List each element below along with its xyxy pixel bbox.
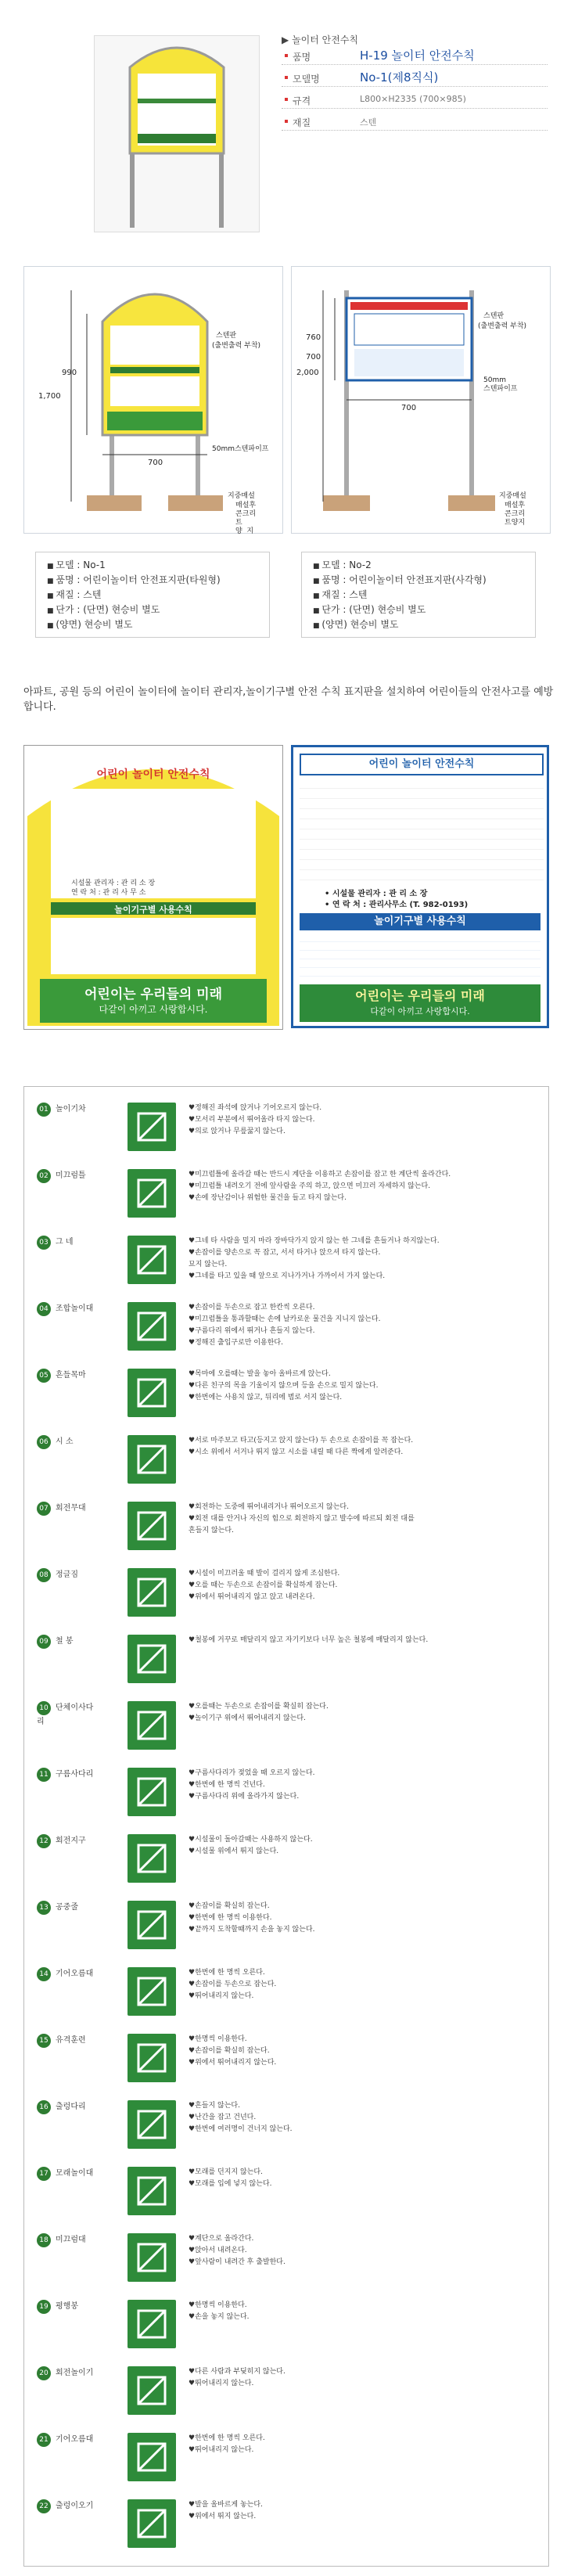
rule-label <box>37 1701 95 1726</box>
dim-height-mid: 760 <box>306 333 321 342</box>
rule-label <box>37 1568 95 1582</box>
rule-number: 17 <box>37 2167 51 2181</box>
rule-text: ♥그네 타 사람을 밀지 마라 장바닥가지 앉지 않는 한 그네를 흔들거나 하지않는다. ♥손잡이를 양손으로 꼭 잡고, 서서 타거나 앉으셔 타지 않는다. 묘지 않는다. ♥그네를 타고 있을 때 앞으로 지나가거나 가까이서 가지 않는다. <box>189 1237 440 1280</box>
rule-text: ♥오를때는 두손으로 손잡이를 확실히 잡는다. ♥놀이기구 위에서 뛰어내리지 않는다. <box>189 1703 329 1722</box>
rule-number: 18 <box>37 2233 51 2247</box>
dim-height-outer: 2,000 <box>296 369 319 377</box>
equipment-icon <box>127 1302 176 1351</box>
rule-text: ♥미끄럼틀에 올라갈 때는 반드시 계단을 이용하고 손잡이를 잡고 한 계단씩 올라간다. ♥미끄럼틀 내려오기 전에 앞사람을 주의 하고, 앉으면 미끄러 자세하지 않는다. ♥손에 장난감이나 위험한 물건을 들고 타지 않는다. <box>189 1171 451 1202</box>
rule-name: 시 소 <box>56 1437 74 1446</box>
rule-number: 02 <box>37 1169 51 1183</box>
callout-plate: 스텐판 <box>216 332 237 340</box>
intro-text: 아파트, 공원 등의 어린이 놀이터에 놀이터 관리자,놀이기구별 안전 수칙 표지판을 설치하여 어린이들의 안전사고를 예방합니다. <box>23 686 554 713</box>
equipment-icon <box>127 2366 176 2415</box>
callout-plate: 스텐판 <box>483 312 505 320</box>
rule-text: ♥한명씩 이용한다. ♥손을 놓지 않는다. <box>189 2301 250 2321</box>
rule-number: 01 <box>37 1103 51 1117</box>
arrow-icon: ▶ <box>282 34 289 45</box>
rule-label <box>37 1435 95 1449</box>
equipment-icon <box>127 1967 176 2016</box>
rule-text: ♥회전하는 도중에 뛰어내리거나 뛰어오르지 않는다. ♥회전 대를 안거나 자신의 힘으로 회전하지 않고 발수에 따르되 회전 대를 흔들지 않는다. <box>189 1503 415 1534</box>
equipment-icon <box>127 2300 176 2348</box>
rule-text: ♥한번에 한 명씩 오른다. ♥손잡이를 두손으로 잡는다. ♥뛰어내리지 않는다. <box>189 1969 277 2000</box>
rule-text: ♥한명씩 이용한다. ♥손잡이를 확실히 잡는다. ♥위에서 뛰어내리지 않는다. <box>189 2035 277 2067</box>
dim-width: 700 <box>401 404 417 412</box>
sign-preview-rect <box>291 745 549 1028</box>
sign-motto-sub: 다같이 아끼고 사랑합시다. <box>370 1006 470 1016</box>
equipment-icon <box>127 1169 176 1218</box>
rule-name: 놀이기차 <box>56 1105 86 1114</box>
equipment-icon <box>127 2034 176 2082</box>
sign-motto: 어린이는 우리들의 미래 <box>84 987 223 1002</box>
rule-number: 16 <box>37 2100 51 2114</box>
rule-number: 08 <box>37 1568 51 1582</box>
sign-contact: 연 락 처 : 관 리 사 무 소 <box>71 889 146 897</box>
sign-title: 어린이 놀이터 안전수칙 <box>96 768 210 781</box>
rule-label <box>37 2100 95 2114</box>
rule-number: 03 <box>37 1236 51 1250</box>
equipment-icon <box>127 2167 176 2215</box>
rule-number: 06 <box>37 1435 51 1449</box>
spec-row-name: 품명 H-19 놀이터 안전수칙 <box>282 47 548 65</box>
rule-number: 13 <box>37 1901 51 1915</box>
sign-manager: • 시설물 관리자 : 관 리 소 장 <box>325 890 428 898</box>
rule-label <box>37 1502 95 1516</box>
dim-height-inner: 990 <box>62 369 77 377</box>
spec-box-no1: ■ 모델 : No-1 ■ 품명 : 어린이놀이터 안전표지판(타원형) ■ 재질 : 스텐 ■ 단가 : (단면) 현승비 별도 ■ (양면) 현승비 별도 <box>35 552 270 638</box>
rule-name: 출렁이오기 <box>56 2502 94 2510</box>
callout-base: 매설후 콘크리 트양지 <box>505 502 526 527</box>
sign-rules-block <box>300 779 544 880</box>
rule-name: 정글짐 <box>56 1570 78 1579</box>
callout-pipe: 50mm 스텐파이프 <box>483 376 518 393</box>
rule-number: 04 <box>37 1302 51 1316</box>
rule-text: ♥흔들지 않는다. ♥난간을 잡고 건넌다. ♥한번에 여러명이 건너지 않는다. <box>189 2102 293 2133</box>
rule-name: 평행봉 <box>56 2302 78 2311</box>
spec-row-size: 규격 L800×H2335 (700×985) <box>282 91 548 109</box>
rule-name: 모래놀이대 <box>56 2169 94 2178</box>
rule-label <box>37 2366 95 2380</box>
rule-name: 기어오름대 <box>56 2435 94 2444</box>
rule-label <box>37 1236 95 1250</box>
equipment-icon <box>127 1635 176 1683</box>
rule-text: ♥서로 마주보고 타고(등지고 앉지 않는다) 두 손으로 손잡이를 꼭 잡는다. ♥시소 위에서 서거나 뛰지 않고 시소를 내릴 때 다른 짝에게 알려준다. <box>189 1437 414 1456</box>
callout-plate-sub: (출변출력 부착) <box>478 322 527 330</box>
spec-row-model: 모델명 No-1(제8직식) <box>282 69 548 87</box>
rule-label <box>37 2499 95 2513</box>
rule-label <box>37 1768 95 1782</box>
rule-number: 20 <box>37 2366 51 2380</box>
rule-number: 12 <box>37 1834 51 1848</box>
sign-motto: 어린이는 우리들의 미래 <box>355 988 485 1003</box>
rule-number: 14 <box>37 1967 51 1981</box>
equipment-icon <box>127 1568 176 1617</box>
rule-label <box>37 1169 95 1183</box>
equipment-icon <box>127 1502 176 1550</box>
drawing-oval <box>23 266 283 534</box>
rule-number: 15 <box>37 2034 51 2048</box>
rule-name: 단체이사다리 <box>37 1704 94 1726</box>
rule-label <box>37 2034 95 2048</box>
rule-text: ♥시설물이 돌아갈때는 사용하지 않는다. ♥시설물 위에서 뛰지 않는다. <box>189 1836 313 1855</box>
sign-motto-sub: 다같이 아끼고 사랑합시다. <box>99 1004 208 1015</box>
rule-text: ♥손잡이를 확실히 잡는다. ♥한번에 한 명씩 이용한다. ♥끝까지 도착할때까지 손을 놓지 않는다. <box>189 1902 315 1934</box>
rule-name: 흔들목마 <box>56 1371 86 1380</box>
drawing-rect <box>291 266 551 534</box>
rule-number: 21 <box>37 2433 51 2447</box>
rule-name: 기어오름대 <box>56 1970 94 1978</box>
rule-label <box>37 1302 95 1316</box>
rule-label <box>37 2433 95 2447</box>
rule-text: ♥정해진 좌석에 앉거나 기어오르지 않는다. ♥모서리 부분에서 뛰어올라 타지 않는다. ♥의로 앉거나 무릎꿇지 않는다. <box>189 1104 322 1135</box>
rule-text: ♥시설이 미끄러울 때 발이 걸리지 않게 조심한다. ♥오를 때는 두손으로 손잡이를 확실하게 잡는다. ♥위에서 뛰어내리지 않고 앉고 내려온다. <box>189 1570 340 1601</box>
callout-pipe: 50mm스텐파이프 <box>212 445 269 453</box>
rule-name: 회전지구 <box>56 1837 86 1845</box>
rule-label <box>37 1834 95 1848</box>
rule-number: 11 <box>37 1768 51 1782</box>
spec-row-material: 재질 스텐 <box>282 113 548 131</box>
rule-name: 유격훈련 <box>56 2036 86 2045</box>
equipment-icon <box>127 1435 176 1484</box>
rule-label <box>37 1967 95 1981</box>
equipment-icon <box>127 1834 176 1883</box>
rules-list <box>23 1086 549 2567</box>
equipment-icon <box>127 1701 176 1750</box>
rule-number: 05 <box>37 1369 51 1383</box>
sign-manager: 시설물 관리자 : 관 리 소 장 <box>71 880 156 887</box>
sign-equipment-block <box>300 934 540 980</box>
rule-label <box>37 2167 95 2181</box>
rule-name: 미끄럼대 <box>56 2236 86 2244</box>
equipment-icon <box>127 2233 176 2282</box>
rule-name: 조합놀이대 <box>56 1304 94 1313</box>
rule-name: 구름사다리 <box>56 1770 94 1779</box>
rule-text: ♥다른 사람과 부딪히지 않는다. ♥뛰어내리지 않는다. <box>189 2368 286 2387</box>
rule-number: 19 <box>37 2300 51 2314</box>
rule-number: 10 <box>37 1701 51 1715</box>
rule-number: 09 <box>37 1635 51 1649</box>
rule-name: 회전놀이기 <box>56 2369 94 2377</box>
equipment-icon <box>127 1103 176 1151</box>
callout-ground: 지중매설 <box>499 492 526 500</box>
callout-plate-sub: (출변출력 부착) <box>212 342 261 350</box>
spec-box-no2: ■ 모델 : No-2 ■ 품명 : 어린이놀이터 안전표지판(사각형) ■ 재질 : 스텐 ■ 단가 : (단면) 현승비 별도 ■ (양면) 현승비 별도 <box>301 552 536 638</box>
rule-text: ♥한번에 한 명씩 오른다. ♥뛰어내리지 않는다. <box>189 2434 265 2454</box>
rule-name: 출렁다리 <box>56 2103 86 2111</box>
rule-name: 공중줄 <box>56 1903 78 1912</box>
product-photo <box>94 35 260 232</box>
sign-contact: • 연 락 처 : 관리사무소 (T. 982-0193) <box>325 901 469 909</box>
rule-name: 철 봉 <box>56 1637 74 1646</box>
rule-name: 미끄럼틀 <box>56 1171 86 1180</box>
equipment-icon <box>127 2100 176 2149</box>
sign-preview-oval <box>23 745 283 1030</box>
rule-text: ♥발을 올바르게 놓는다. ♥위에서 뛰지 않는다. <box>189 2501 263 2520</box>
rule-label <box>37 2300 95 2314</box>
dim-width: 700 <box>148 459 163 467</box>
rule-label <box>37 1635 95 1649</box>
product-title: ▶ 놀이터 안전수칙 <box>282 34 359 45</box>
rule-name: 그 네 <box>56 1238 74 1247</box>
rule-text: ♥모래를 던지지 않는다. ♥모래를 입에 넣지 않는다. <box>189 2168 272 2188</box>
dim-height-inner: 700 <box>306 353 321 362</box>
equipment-icon <box>127 1369 176 1417</box>
rule-text: ♥철봉에 거꾸로 매달리지 않고 자기키보다 너무 높은 철봉에 매달리지 않는다. <box>189 1636 429 1644</box>
rule-text: ♥계단으로 올라간다. ♥앉아서 내려온다. ♥앞사람이 내려간 후 출발한다. <box>189 2235 286 2266</box>
rule-text: ♥목마에 오를때는 발을 놓아 올바르게 앉는다. ♥다른 친구의 목을 기울이지 않으며 등을 손으로 밀지 않는다. ♥한번에는 사용치 않고, 뒤리에 범로 서지 않는다. <box>189 1370 379 1401</box>
equipment-icon <box>127 1236 176 1284</box>
callout-ground: 지중매설 <box>228 492 255 500</box>
equipment-icon <box>127 1901 176 1949</box>
callout-base: 매설후 콘크리 트 양 지 <box>235 502 257 535</box>
sign-title: 어린이 놀이터 안전수칙 <box>300 754 544 775</box>
rule-label <box>37 2233 95 2247</box>
rule-label <box>37 1369 95 1383</box>
sign-section: 놀이기구별 사용수칙 <box>114 905 192 915</box>
equipment-icon <box>127 2433 176 2481</box>
rule-label <box>37 1103 95 1117</box>
dim-height-outer: 1,700 <box>38 392 61 401</box>
rule-number: 07 <box>37 1502 51 1516</box>
rule-name: 회전무대 <box>56 1504 86 1513</box>
equipment-icon <box>127 2499 176 2548</box>
rule-number: 22 <box>37 2499 51 2513</box>
sign-section: 놀이기구별 사용수칙 <box>300 913 540 930</box>
rule-label <box>37 1901 95 1915</box>
rule-text: ♥손잡이를 두손으로 잡고 한칸씩 오른다. ♥미끄럼틀을 통과할때는 손에 날카로운 물건을 지니지 않는다. ♥구름다리 위에서 뛰거나 흔들지 않는다. ♥정해진 출입구로만 이용한다. <box>189 1304 381 1347</box>
rule-text: ♥구름사다리가 젖었을 때 오르지 않는다. ♥한번에 한 명씩 건넌다. ♥구름사다리 위에 올라가지 않는다. <box>189 1769 315 1801</box>
equipment-icon <box>127 1768 176 1816</box>
